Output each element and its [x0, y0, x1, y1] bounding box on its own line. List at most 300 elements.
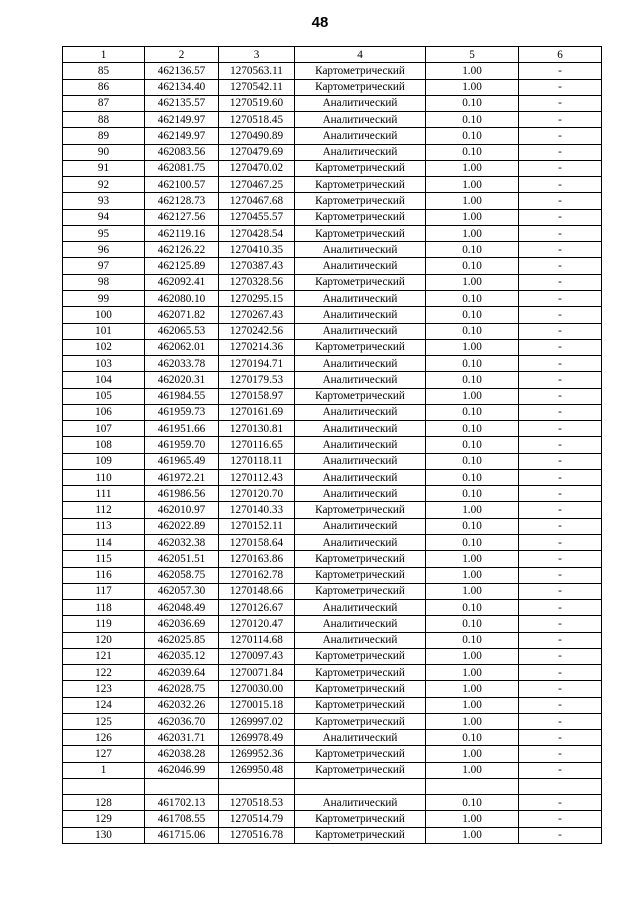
table-row: [63, 518, 602, 534]
table-cell: -: [519, 209, 602, 225]
table-cell: 124: [63, 697, 145, 713]
table-cell: 1270479.69: [219, 144, 295, 160]
table-cell: 462048.49: [145, 600, 219, 616]
table-cell: 462125.89: [145, 258, 219, 274]
table-cell: 0.10: [426, 518, 519, 534]
table-cell: 1.00: [426, 274, 519, 290]
table-cell: Картометрический: [295, 225, 426, 241]
table-cell: -: [519, 356, 602, 372]
table-cell: [295, 778, 426, 794]
table-cell: 1270162.78: [219, 567, 295, 583]
table-cell: 1270148.66: [219, 583, 295, 599]
table-cell: [63, 778, 145, 794]
table-row: [63, 404, 602, 420]
table-cell: 118: [63, 600, 145, 616]
table-cell: Аналитический: [295, 518, 426, 534]
table-cell: 1.00: [426, 648, 519, 664]
table-cell: 461959.73: [145, 404, 219, 420]
table-cell: 0.10: [426, 421, 519, 437]
table-cell: 462119.16: [145, 225, 219, 241]
table-cell: 462081.75: [145, 160, 219, 176]
table-row: [63, 778, 602, 794]
table-row: [63, 648, 602, 664]
table-cell: 1270387.43: [219, 258, 295, 274]
table-cell: 99: [63, 290, 145, 306]
table-cell: 1.00: [426, 79, 519, 95]
table-cell: 1270428.54: [219, 225, 295, 241]
table-cell: 123: [63, 681, 145, 697]
table-cell: Картометрический: [295, 388, 426, 404]
table-header: [63, 47, 602, 63]
table-cell: 1270158.64: [219, 534, 295, 550]
table-cell: -: [519, 600, 602, 616]
table-cell: 1.00: [426, 827, 519, 843]
table-cell: 462100.57: [145, 177, 219, 193]
table-row: [63, 453, 602, 469]
table-cell: -: [519, 632, 602, 648]
table-cell: 114: [63, 534, 145, 550]
table-cell: -: [519, 746, 602, 762]
table-cell: 120: [63, 632, 145, 648]
table-cell: 129: [63, 811, 145, 827]
table-cell: 0.10: [426, 95, 519, 111]
table-row: [63, 112, 602, 128]
table-cell: Картометрический: [295, 502, 426, 518]
table-cell: 1.00: [426, 209, 519, 225]
table-cell: Картометрический: [295, 274, 426, 290]
table-row: [63, 160, 602, 176]
table-row: [63, 421, 602, 437]
table-cell: -: [519, 551, 602, 567]
table-cell: 462031.71: [145, 730, 219, 746]
table-cell: 1.00: [426, 762, 519, 778]
table-cell: -: [519, 616, 602, 632]
table-cell: -: [519, 567, 602, 583]
table-cell: Картометрический: [295, 177, 426, 193]
table-cell: 1270455.57: [219, 209, 295, 225]
table-cell: -: [519, 307, 602, 323]
table-cell: Аналитический: [295, 128, 426, 144]
table-cell: -: [519, 128, 602, 144]
table-row: [63, 469, 602, 485]
table-cell: 106: [63, 404, 145, 420]
table-row: [63, 730, 602, 746]
table-row: [63, 567, 602, 583]
table-row: [63, 811, 602, 827]
table-cell: 117: [63, 583, 145, 599]
table-cell: 0.10: [426, 453, 519, 469]
table-cell: 1270214.36: [219, 339, 295, 355]
table-cell: 1: [63, 762, 145, 778]
table-cell: Аналитический: [295, 258, 426, 274]
table-cell: 115: [63, 551, 145, 567]
table-cell: 91: [63, 160, 145, 176]
table-cell: 1270516.78: [219, 827, 295, 843]
table-cell: 0.10: [426, 795, 519, 811]
table-cell: Аналитический: [295, 469, 426, 485]
table-cell: 1.00: [426, 225, 519, 241]
table-cell: 1269950.48: [219, 762, 295, 778]
table-cell: 1.00: [426, 502, 519, 518]
header-cell: 4: [295, 47, 426, 63]
table-cell: 113: [63, 518, 145, 534]
table-cell: -: [519, 290, 602, 306]
table-cell: 462149.97: [145, 112, 219, 128]
header-cell: 2: [145, 47, 219, 63]
table-row: [63, 372, 602, 388]
table-cell: Картометрический: [295, 63, 426, 79]
table-cell: 86: [63, 79, 145, 95]
table-row: [63, 63, 602, 79]
table-cell: 461702.13: [145, 795, 219, 811]
table-cell: 121: [63, 648, 145, 664]
table-cell: 1.00: [426, 665, 519, 681]
table-row: [63, 388, 602, 404]
table-cell: 0.10: [426, 486, 519, 502]
table-cell: Картометрический: [295, 681, 426, 697]
table-cell: 1.00: [426, 713, 519, 729]
table-cell: 462065.53: [145, 323, 219, 339]
table-cell: Аналитический: [295, 453, 426, 469]
table-row: [63, 583, 602, 599]
table-row: [63, 242, 602, 258]
table-cell: 461965.49: [145, 453, 219, 469]
table-cell: Картометрический: [295, 713, 426, 729]
table-cell: 462136.57: [145, 63, 219, 79]
table-cell: Картометрический: [295, 551, 426, 567]
table-row: [63, 600, 602, 616]
table-cell: 1270158.97: [219, 388, 295, 404]
table-cell: 85: [63, 63, 145, 79]
table-cell: 102: [63, 339, 145, 355]
table-cell: Аналитический: [295, 404, 426, 420]
table-cell: 1269978.49: [219, 730, 295, 746]
table-cell: 461984.55: [145, 388, 219, 404]
header-cell: 6: [519, 47, 602, 63]
table-cell: 1270179.53: [219, 372, 295, 388]
table-cell: 116: [63, 567, 145, 583]
table-cell: 111: [63, 486, 145, 502]
table-cell: -: [519, 160, 602, 176]
table-cell: Аналитический: [295, 356, 426, 372]
table-cell: Картометрический: [295, 762, 426, 778]
coordinates-table: [62, 46, 602, 844]
table-cell: 0.10: [426, 112, 519, 128]
table-cell: 1.00: [426, 160, 519, 176]
table-cell: 1.00: [426, 339, 519, 355]
table-cell: Аналитический: [295, 632, 426, 648]
table-cell: 461986.56: [145, 486, 219, 502]
table-cell: 462051.51: [145, 551, 219, 567]
table-row: [63, 177, 602, 193]
table-cell: 462035.12: [145, 648, 219, 664]
table-cell: 0.10: [426, 437, 519, 453]
table-cell: Аналитический: [295, 95, 426, 111]
table-cell: Аналитический: [295, 421, 426, 437]
table-cell: 1270097.43: [219, 648, 295, 664]
table-cell: 462126.22: [145, 242, 219, 258]
table-cell: [519, 778, 602, 794]
table-cell: 105: [63, 388, 145, 404]
table-cell: 1270152.11: [219, 518, 295, 534]
table-cell: 0.10: [426, 469, 519, 485]
table-row: [63, 486, 602, 502]
table-row: [63, 795, 602, 811]
table-cell: -: [519, 339, 602, 355]
table-cell: 461951.66: [145, 421, 219, 437]
table-cell: 1.00: [426, 388, 519, 404]
table-cell: 1.00: [426, 551, 519, 567]
table-cell: 462039.64: [145, 665, 219, 681]
table-row: [63, 713, 602, 729]
table-cell: 1.00: [426, 746, 519, 762]
table-cell: -: [519, 486, 602, 502]
table-cell: 101: [63, 323, 145, 339]
table-cell: Аналитический: [295, 616, 426, 632]
table-cell: 1270514.79: [219, 811, 295, 827]
table-cell: -: [519, 502, 602, 518]
header-row: [63, 47, 602, 63]
table-cell: -: [519, 713, 602, 729]
table-cell: Аналитический: [295, 290, 426, 306]
table-cell: 462083.56: [145, 144, 219, 160]
table-cell: Картометрический: [295, 697, 426, 713]
table-cell: 1270242.56: [219, 323, 295, 339]
table-cell: 462025.85: [145, 632, 219, 648]
table-cell: 1270490.89: [219, 128, 295, 144]
table-row: [63, 128, 602, 144]
table-cell: 1269997.02: [219, 713, 295, 729]
table-cell: 104: [63, 372, 145, 388]
table-cell: 1270519.60: [219, 95, 295, 111]
table-cell: -: [519, 193, 602, 209]
table-cell: 1.00: [426, 63, 519, 79]
table-cell: 1.00: [426, 177, 519, 193]
table-row: [63, 697, 602, 713]
table-cell: 93: [63, 193, 145, 209]
table-cell: 1270194.71: [219, 356, 295, 372]
table-cell: 462128.73: [145, 193, 219, 209]
table-cell: 0.10: [426, 404, 519, 420]
header-cell: 3: [219, 47, 295, 63]
table-cell: 1270410.35: [219, 242, 295, 258]
table-cell: 1270470.02: [219, 160, 295, 176]
table-cell: 462036.69: [145, 616, 219, 632]
table-cell: 0.10: [426, 323, 519, 339]
table-cell: 0.10: [426, 144, 519, 160]
table-cell: 94: [63, 209, 145, 225]
table-cell: Аналитический: [295, 112, 426, 128]
table-cell: 1270126.67: [219, 600, 295, 616]
table-row: [63, 632, 602, 648]
table-cell: 1.00: [426, 583, 519, 599]
table-cell: 0.10: [426, 242, 519, 258]
table-cell: 1270163.86: [219, 551, 295, 567]
table-row: [63, 193, 602, 209]
table-cell: 90: [63, 144, 145, 160]
table-cell: -: [519, 681, 602, 697]
table-cell: -: [519, 177, 602, 193]
table-cell: 461715.06: [145, 827, 219, 843]
table-cell: -: [519, 665, 602, 681]
table-cell: Картометрический: [295, 583, 426, 599]
table-cell: -: [519, 469, 602, 485]
table-cell: 103: [63, 356, 145, 372]
table-cell: 462010.97: [145, 502, 219, 518]
table-cell: 462080.10: [145, 290, 219, 306]
table-cell: 126: [63, 730, 145, 746]
table-row: [63, 827, 602, 843]
table-cell: 1270467.68: [219, 193, 295, 209]
table-cell: 96: [63, 242, 145, 258]
table-row: [63, 95, 602, 111]
table-cell: 0.10: [426, 534, 519, 550]
table-cell: Картометрический: [295, 193, 426, 209]
table-cell: -: [519, 518, 602, 534]
table-cell: -: [519, 79, 602, 95]
table-cell: 95: [63, 225, 145, 241]
header-cell: 1: [63, 47, 145, 63]
table-row: [63, 323, 602, 339]
table-cell: 462046.99: [145, 762, 219, 778]
table-cell: 0.10: [426, 258, 519, 274]
table-cell: 462057.30: [145, 583, 219, 599]
table-cell: Аналитический: [295, 437, 426, 453]
table-row: [63, 551, 602, 567]
table-cell: 462032.26: [145, 697, 219, 713]
table-cell: Аналитический: [295, 372, 426, 388]
table-row: [63, 437, 602, 453]
table-row: [63, 274, 602, 290]
table-cell: 1.00: [426, 193, 519, 209]
table-row: [63, 339, 602, 355]
table-cell: 1270518.53: [219, 795, 295, 811]
table-cell: 1270267.43: [219, 307, 295, 323]
table-cell: 112: [63, 502, 145, 518]
table-cell: Картометрический: [295, 811, 426, 827]
table-cell: 100: [63, 307, 145, 323]
table-cell: 1270328.56: [219, 274, 295, 290]
table-cell: 1269952.36: [219, 746, 295, 762]
table-cell: 462127.56: [145, 209, 219, 225]
table-cell: 462022.89: [145, 518, 219, 534]
table-cell: 1270030.00: [219, 681, 295, 697]
table-cell: 1270140.33: [219, 502, 295, 518]
table-cell: -: [519, 144, 602, 160]
table-cell: Аналитический: [295, 144, 426, 160]
table-row: [63, 746, 602, 762]
table-cell: 461959.70: [145, 437, 219, 453]
table-cell: 128: [63, 795, 145, 811]
table-body: [63, 63, 602, 844]
table-cell: -: [519, 730, 602, 746]
table-cell: Картометрический: [295, 209, 426, 225]
table-cell: 0.10: [426, 616, 519, 632]
table-cell: 1270071.84: [219, 665, 295, 681]
table-cell: Аналитический: [295, 730, 426, 746]
table-cell: -: [519, 697, 602, 713]
table-cell: Картометрический: [295, 79, 426, 95]
table-cell: 0.10: [426, 356, 519, 372]
table-cell: -: [519, 225, 602, 241]
table-cell: 1.00: [426, 697, 519, 713]
table-cell: 108: [63, 437, 145, 453]
table-row: [63, 307, 602, 323]
table-cell: Картометрический: [295, 827, 426, 843]
table-cell: 87: [63, 95, 145, 111]
table-cell: Картометрический: [295, 746, 426, 762]
table-cell: 92: [63, 177, 145, 193]
table-row: [63, 356, 602, 372]
table-cell: 1.00: [426, 567, 519, 583]
table-cell: 88: [63, 112, 145, 128]
table-cell: 130: [63, 827, 145, 843]
table-cell: Аналитический: [295, 534, 426, 550]
table-cell: 0.10: [426, 730, 519, 746]
table-cell: 462036.70: [145, 713, 219, 729]
table-cell: -: [519, 274, 602, 290]
table-cell: 98: [63, 274, 145, 290]
table-cell: 462033.78: [145, 356, 219, 372]
table-cell: Картометрический: [295, 648, 426, 664]
table-cell: 1270295.15: [219, 290, 295, 306]
table-cell: -: [519, 242, 602, 258]
table-cell: 0.10: [426, 307, 519, 323]
table-row: [63, 616, 602, 632]
table-row: [63, 290, 602, 306]
table-cell: 0.10: [426, 128, 519, 144]
table-row: [63, 681, 602, 697]
table-cell: 0.10: [426, 372, 519, 388]
table-cell: 107: [63, 421, 145, 437]
table-cell: 1270542.11: [219, 79, 295, 95]
table-cell: 109: [63, 453, 145, 469]
table-cell: 461972.21: [145, 469, 219, 485]
table-cell: 127: [63, 746, 145, 762]
table-cell: 462092.41: [145, 274, 219, 290]
table-cell: -: [519, 323, 602, 339]
table-cell: 462134.40: [145, 79, 219, 95]
table-cell: Картометрический: [295, 339, 426, 355]
table-cell: Картометрический: [295, 665, 426, 681]
table-cell: 1270518.45: [219, 112, 295, 128]
table-cell: 462135.57: [145, 95, 219, 111]
table-row: [63, 762, 602, 778]
table-cell: 119: [63, 616, 145, 632]
table-cell: -: [519, 811, 602, 827]
table-cell: 1.00: [426, 811, 519, 827]
table-cell: 462062.01: [145, 339, 219, 355]
table-row: [63, 225, 602, 241]
table-cell: -: [519, 95, 602, 111]
table-cell: 1.00: [426, 681, 519, 697]
table-cell: 1270015.18: [219, 697, 295, 713]
table-cell: 462028.75: [145, 681, 219, 697]
table-cell: 1270112.43: [219, 469, 295, 485]
table-row: [63, 258, 602, 274]
table-cell: -: [519, 827, 602, 843]
table-cell: -: [519, 648, 602, 664]
table-cell: -: [519, 583, 602, 599]
table-cell: 462032.38: [145, 534, 219, 550]
table-cell: [145, 778, 219, 794]
table-cell: 462020.31: [145, 372, 219, 388]
table-cell: 1270116.65: [219, 437, 295, 453]
table-cell: 1270467.25: [219, 177, 295, 193]
table-cell: -: [519, 63, 602, 79]
table-cell: 1270120.47: [219, 616, 295, 632]
table-row: [63, 144, 602, 160]
